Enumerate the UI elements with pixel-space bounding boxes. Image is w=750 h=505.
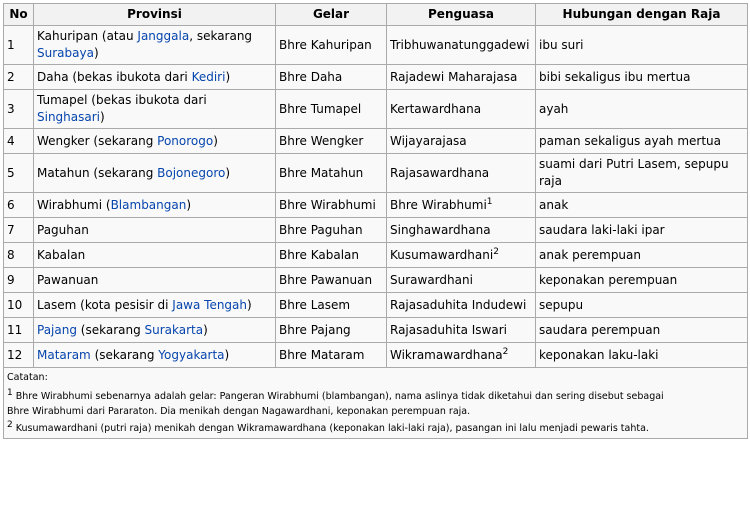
provinsi-text: (sekarang (76, 322, 145, 337)
provinsi-text: Kabalan (37, 247, 86, 262)
cell-hubungan: saudara laki-laki ipar (536, 218, 748, 243)
note-1 (7, 389, 744, 404)
cell-provinsi (34, 154, 276, 193)
cell-provinsi (34, 129, 276, 154)
cell-gelar: Bhre Kahuripan (276, 26, 387, 65)
cell-penguasa (387, 193, 536, 218)
notes-row (4, 368, 748, 439)
cell-provinsi (34, 26, 276, 65)
cell-penguasa (387, 154, 536, 193)
cell-no: 1 (4, 26, 34, 65)
table-row (4, 26, 748, 65)
provinsi-link[interactable]: Jawa Tengah (172, 297, 248, 312)
cell-provinsi (34, 90, 276, 129)
cell-no: 5 (4, 154, 34, 193)
provinsi-text: Kahuripan (atau (37, 29, 138, 43)
cell-hubungan: anak perempuan (536, 243, 748, 268)
provinsi-link[interactable]: Ponorogo (157, 133, 214, 148)
footnote-ref: 2 (493, 246, 499, 257)
provinsi-text: ) (100, 110, 105, 124)
cell-gelar: Bhre Pajang (276, 318, 387, 343)
header-no: No (4, 4, 34, 26)
provinsi-text: ) (203, 322, 208, 337)
provinsi-link[interactable]: Yogyakarta (158, 347, 225, 362)
cell-gelar: Bhre Kabalan (276, 243, 387, 268)
cell-provinsi (34, 218, 276, 243)
cell-hubungan: ayah (536, 90, 748, 129)
table-row (4, 293, 748, 318)
cell-penguasa (387, 26, 536, 65)
cell-penguasa (387, 243, 536, 268)
provinsi-text: (sekarang (90, 347, 159, 362)
note-1-text-line2: Bhre Wirabhumi dari Pararaton. Dia menikah dengan Nagawardhani, keponakan perempuan raja. (7, 406, 471, 417)
table-row (4, 154, 748, 193)
table-row (4, 243, 748, 268)
penguasa-text: Tribhuwanatunggadewi (390, 37, 530, 52)
cell-no: 6 (4, 193, 34, 218)
penguasa-text: Rajasaduhita Indudewi (390, 297, 527, 312)
table-row (4, 318, 748, 343)
cell-hubungan: bibi sekaligus ibu mertua (536, 65, 748, 90)
cell-hubungan: sepupu (536, 293, 748, 318)
provinsi-text: Wirabhumi ( (37, 197, 111, 212)
cell-penguasa (387, 90, 536, 129)
note-1-marker: 1 (7, 387, 13, 398)
provinsi-text: ) (225, 165, 231, 180)
provinsi-link[interactable]: Blambangan (110, 197, 187, 212)
penguasa-text: Rajasawardhana (390, 165, 490, 180)
cell-penguasa (387, 268, 536, 293)
provinsi-link[interactable]: Kediri (191, 69, 226, 84)
cell-no: 3 (4, 90, 34, 129)
table-row (4, 65, 748, 90)
cell-gelar: Bhre Mataram (276, 343, 387, 368)
cell-penguasa (387, 318, 536, 343)
cell-no: 2 (4, 65, 34, 90)
cell-no: 8 (4, 243, 34, 268)
cell-provinsi (34, 243, 276, 268)
cell-provinsi (34, 343, 276, 368)
cell-provinsi (34, 318, 276, 343)
provinsi-text: Wengker (sekarang (37, 133, 158, 148)
table-header-row (4, 4, 748, 26)
provinsi-text: Lasem (kota pesisir di (37, 297, 173, 312)
provinsi-text: ) (93, 46, 99, 60)
notes-cell (4, 368, 748, 439)
cell-hubungan: keponakan laku-laki (536, 343, 748, 368)
cell-provinsi (34, 65, 276, 90)
cell-hubungan: saudara perempuan (536, 318, 748, 343)
table-row (4, 193, 748, 218)
provinsi-link[interactable]: Surabaya (37, 46, 94, 60)
provinsi-text: ) (225, 69, 231, 84)
cell-gelar: Bhre Wirabhumi (276, 193, 387, 218)
provinsi-text: ) (213, 133, 218, 148)
provinsi-link[interactable]: Pajang (37, 322, 77, 337)
note-2-marker: 2 (7, 419, 13, 430)
cell-penguasa (387, 65, 536, 90)
provinsi-link[interactable]: Singhasari (37, 110, 101, 124)
cell-hubungan: paman sekaligus ayah mertua (536, 129, 748, 154)
table-row (4, 343, 748, 368)
cell-gelar: Bhre Tumapel (276, 90, 387, 129)
table-row (4, 218, 748, 243)
cell-gelar: Bhre Lasem (276, 293, 387, 318)
cell-provinsi (34, 293, 276, 318)
table-body (4, 26, 748, 368)
cell-gelar: Bhre Paguhan (276, 218, 387, 243)
penguasa-text: Rajasaduhita Iswari (390, 322, 507, 337)
provinsi-link[interactable]: Bojonegoro (157, 165, 226, 180)
provinsi-text: ) (247, 297, 252, 312)
cell-penguasa (387, 218, 536, 243)
notes-title: Catatan: (7, 372, 48, 383)
provinsi-text: Matahun (sekarang (37, 165, 158, 180)
cell-no: 12 (4, 343, 34, 368)
penguasa-text: Singhawardhana (390, 222, 491, 237)
cell-no: 7 (4, 218, 34, 243)
penguasa-text: Kertawardhana (390, 101, 482, 116)
header-penguasa: Penguasa (387, 4, 536, 26)
provinsi-text: Daha (bekas ibukota dari (37, 69, 192, 84)
penguasa-text: Bhre Wirabhumi (390, 197, 487, 212)
provinsi-link[interactable]: Mataram (37, 347, 91, 362)
cell-gelar: Bhre Matahun (276, 154, 387, 193)
note-2-text: Kusumawardhani (putri raja) menikah dengan Wikramawardhana (keponakan laki-laki raja), pasangan ini lalu menjadi pewaris tahta. (12, 423, 649, 434)
provinsi-text: Tumapel (bekas ibukota dari (37, 93, 207, 107)
cell-provinsi (34, 268, 276, 293)
table-row (4, 268, 748, 293)
cell-provinsi (34, 193, 276, 218)
penguasa-text: Rajadewi Maharajasa (390, 69, 518, 84)
penguasa-text: Wijayarajasa (390, 133, 467, 148)
header-provinsi: Provinsi (34, 4, 276, 26)
cell-hubungan: anak (536, 193, 748, 218)
note-2 (7, 421, 744, 436)
provinces-table (3, 3, 748, 439)
cell-penguasa (387, 293, 536, 318)
provinsi-text: , sekarang (189, 29, 253, 43)
cell-penguasa (387, 129, 536, 154)
provinsi-text: ) (224, 347, 230, 362)
cell-penguasa (387, 343, 536, 368)
footnote-ref: 1 (486, 196, 493, 207)
provinsi-text: Pawanuan (37, 272, 99, 287)
penguasa-text: Surawardhani (390, 272, 473, 287)
cell-no: 4 (4, 129, 34, 154)
provinsi-link[interactable]: Janggala (137, 29, 190, 43)
cell-no: 9 (4, 268, 34, 293)
header-gelar: Gelar (276, 4, 387, 26)
cell-gelar: Bhre Daha (276, 65, 387, 90)
table-row (4, 90, 748, 129)
provinsi-text: ) (186, 197, 192, 212)
table-row (4, 129, 748, 154)
penguasa-text: Wikramawardhana (390, 347, 503, 362)
cell-gelar: Bhre Wengker (276, 129, 387, 154)
header-hubungan: Hubungan dengan Raja (536, 4, 748, 26)
note-1-text-line1: Bhre Wirabhumi sebenarnya adalah gelar: Pangeran Wirabhumi (blambangan), nama aslinya tidak diketahui dan sering disebut sebagai (12, 391, 664, 402)
provinsi-link[interactable]: Surakarta (144, 322, 204, 337)
footnote-ref: 2 (502, 346, 509, 357)
cell-hubungan: keponakan perempuan (536, 268, 748, 293)
cell-no: 10 (4, 293, 34, 318)
provinsi-text: Paguhan (37, 222, 89, 237)
provinces-table-container (3, 3, 747, 439)
penguasa-text: Kusumawardhani (390, 247, 494, 262)
cell-gelar: Bhre Pawanuan (276, 268, 387, 293)
cell-hubungan: suami dari Putri Lasem, sepupu raja (536, 154, 748, 193)
cell-hubungan: ibu suri (536, 26, 748, 65)
cell-no: 11 (4, 318, 34, 343)
